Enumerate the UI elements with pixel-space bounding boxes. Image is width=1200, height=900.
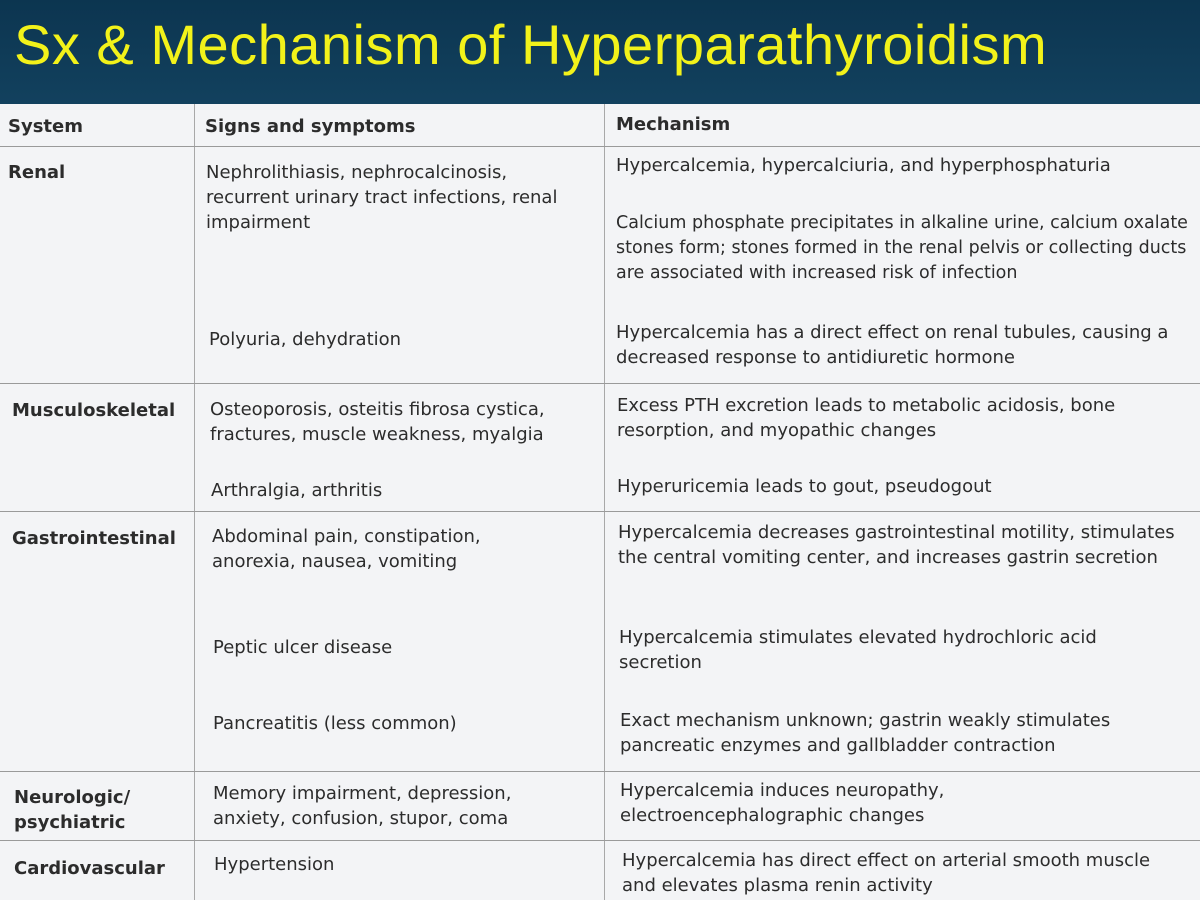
mechanism-cardiovascular-1: Hypercalcemia has direct effect on arterial smooth muscle and elevates plasma renin activity <box>622 850 1151 896</box>
mechanism-gastrointestinal-2: Hypercalcemia stimulates elevated hydrochloric acid secretion <box>619 627 1097 673</box>
symptom-mechanism-table <box>0 104 1200 900</box>
system-cardiovascular: Cardiovascular <box>14 858 165 879</box>
system-neurologic-psychiatric: Neurologic/ psychiatric <box>14 787 131 833</box>
mechanism-musculoskeletal-2: Hyperuricemia leads to gout, pseudogout <box>617 476 992 497</box>
slide-title: Sx & Mechanism of Hyperparathyroidism <box>14 13 1048 76</box>
mechanism-gastrointestinal-1: Hypercalcemia decreases gastrointestinal motility, stimulates the central vomiting center, and increases gastrin secretion <box>618 522 1175 568</box>
signs-renal-2: Polyuria, dehydration <box>209 329 402 350</box>
row-divider <box>0 383 1200 384</box>
signs-gastrointestinal-1: Abdominal pain, constipation, anorexia, nausea, vomiting <box>212 526 481 572</box>
signs-gastrointestinal-2: Peptic ulcer disease <box>213 637 393 658</box>
header-signs: Signs and symptoms <box>205 116 416 137</box>
row-divider <box>0 771 1200 772</box>
system-renal: Renal <box>8 162 66 183</box>
signs-musculoskeletal-1: Osteoporosis, osteitis fibrosa cystica, fractures, muscle weakness, myalgia <box>210 399 545 445</box>
row-divider <box>0 511 1200 512</box>
title-bar <box>0 0 1200 104</box>
signs-musculoskeletal-2: Arthralgia, arthritis <box>211 480 383 501</box>
mechanism-gastrointestinal-3: Exact mechanism unknown; gastrin weakly stimulates pancreatic enzymes and gallbladder contraction <box>620 710 1111 756</box>
mechanism-neurologic-1: Hypercalcemia induces neuropathy, electroencephalographic changes <box>620 780 945 826</box>
signs-renal-1: Nephrolithiasis, nephrocalcinosis, recurrent urinary tract infections, renal impairment <box>206 162 558 233</box>
system-gastrointestinal: Gastrointestinal <box>12 528 176 549</box>
header-mechanism: Mechanism <box>616 114 731 135</box>
mechanism-renal-2: Hypercalcemia has a direct effect on renal tubules, causing a decreased response to antidiuretic hormone <box>616 322 1169 368</box>
mechanism-renal-1b: Calcium phosphate precipitates in alkaline urine, calcium oxalate stones form; stones formed in the renal pelvis or collecting ducts are associated with increased risk of infection <box>616 213 1188 283</box>
row-divider <box>0 146 1200 147</box>
header-system: System <box>8 116 83 137</box>
column-divider <box>194 104 195 900</box>
mechanism-musculoskeletal-1: Excess PTH excretion leads to metabolic acidosis, bone resorption, and myopathic changes <box>617 395 1116 441</box>
system-musculoskeletal: Musculoskeletal <box>12 400 176 421</box>
signs-gastrointestinal-3: Pancreatitis (less common) <box>213 713 457 734</box>
row-divider <box>0 840 1200 841</box>
mechanism-renal-1a: Hypercalcemia, hypercalciuria, and hyperphosphaturia <box>616 155 1111 176</box>
signs-neurologic-1: Memory impairment, depression, anxiety, confusion, stupor, coma <box>213 783 512 829</box>
signs-cardiovascular-1: Hypertension <box>214 854 335 875</box>
column-divider <box>604 104 605 900</box>
